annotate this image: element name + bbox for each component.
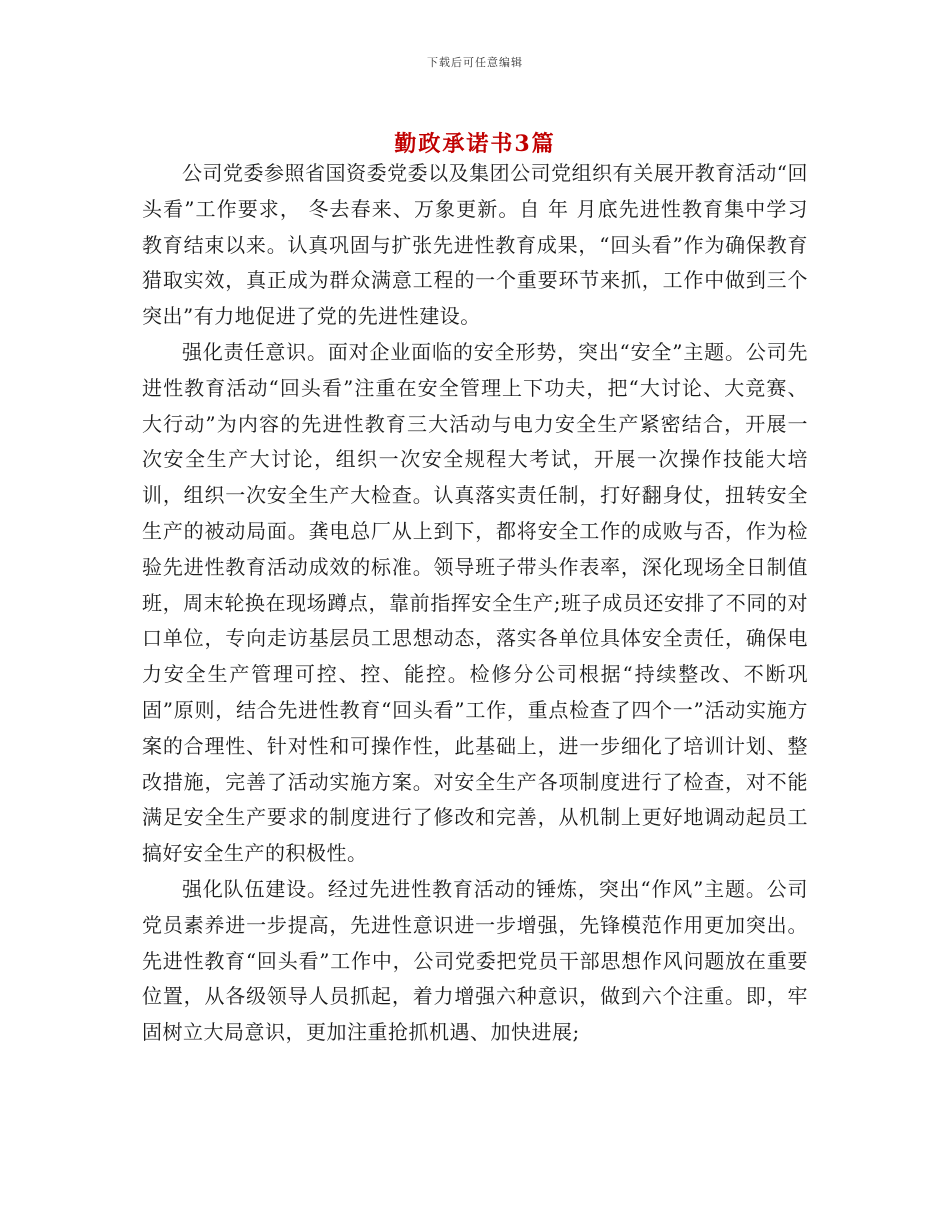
document-body [142, 156, 808, 1051]
paragraph-1: 公司党委参照省国资委党委以及集团公司党组织有关展开教育活动“回头看”工作要求， 冬去春来、万象更新。自 年 月底先进性教育集中学习教育结束以来。认真巩固与扩张先进性教育成果，“回头看”作为确保教育猎取实效，真正成为群众满意工程的一个重要环节来抓，工作中做到三个突出”有力地促进了党的先进性建设。 [142, 161, 808, 329]
header-note: 下载后可任意编辑 [427, 56, 523, 69]
paragraph-2: 强化责任意识。面对企业面临的安全形势，突出“安全”主题。公司先进性教育活动“回头看”注重在安全管理上下功夫，把“大讨论、大竞赛、大行动”为内容的先进性教育三大活动与电力安全生产紧密结合，开展一次安全生产大讨论，组织一次安全规程大考试，开展一次操作技能大培训，组织一次安全生产大检查。认真落实责任制，打好翻身仗，扭转安全生产的被动局面。龚电总厂从上到下，都将安全工作的成败与否，作为检验先进性教育活动成效的标准。领导班子带头作表率，深化现场全日制值班，周末轮换在现场蹲点，靠前指挥安全生产;班子成员还安排了不同的对口单位，专向走访基层员工思想动态，落实各单位具体安全责任，确保电力安全生产管理可控、控、能控。检修分公司根据“持续整改、不断巩固”原则，结合先进性教育“回头看”工作，重点检查了四个一”活动实施方案的合理性、针对性和可操作性，此基础上，进一步细化了培训计划、整改措施，完善了活动实施方案。对安全生产各项制度进行了检查，对不能满足安全生产要求的制度进行了修改和完善，从机制上更好地调动起员工搞好安全生产的积极性。 [142, 339, 808, 866]
paragraph-3: 强化队伍建设。经过先进性教育活动的锤炼，突出“作风”主题。公司党员素养进一步提高，先进性意识进一步增强，先锋模范作用更加突出。先进性教育“回头看”工作中，公司党委把党员干部思想作风问题放在重要位置，从各级领导人员抓起，着力增强六种意识，做到六个注重。即，牢固树立大局意识，更加注重抢抓机遇、加快进展; [142, 876, 808, 1045]
document-title: 勤政承诺书3篇 [394, 130, 556, 157]
